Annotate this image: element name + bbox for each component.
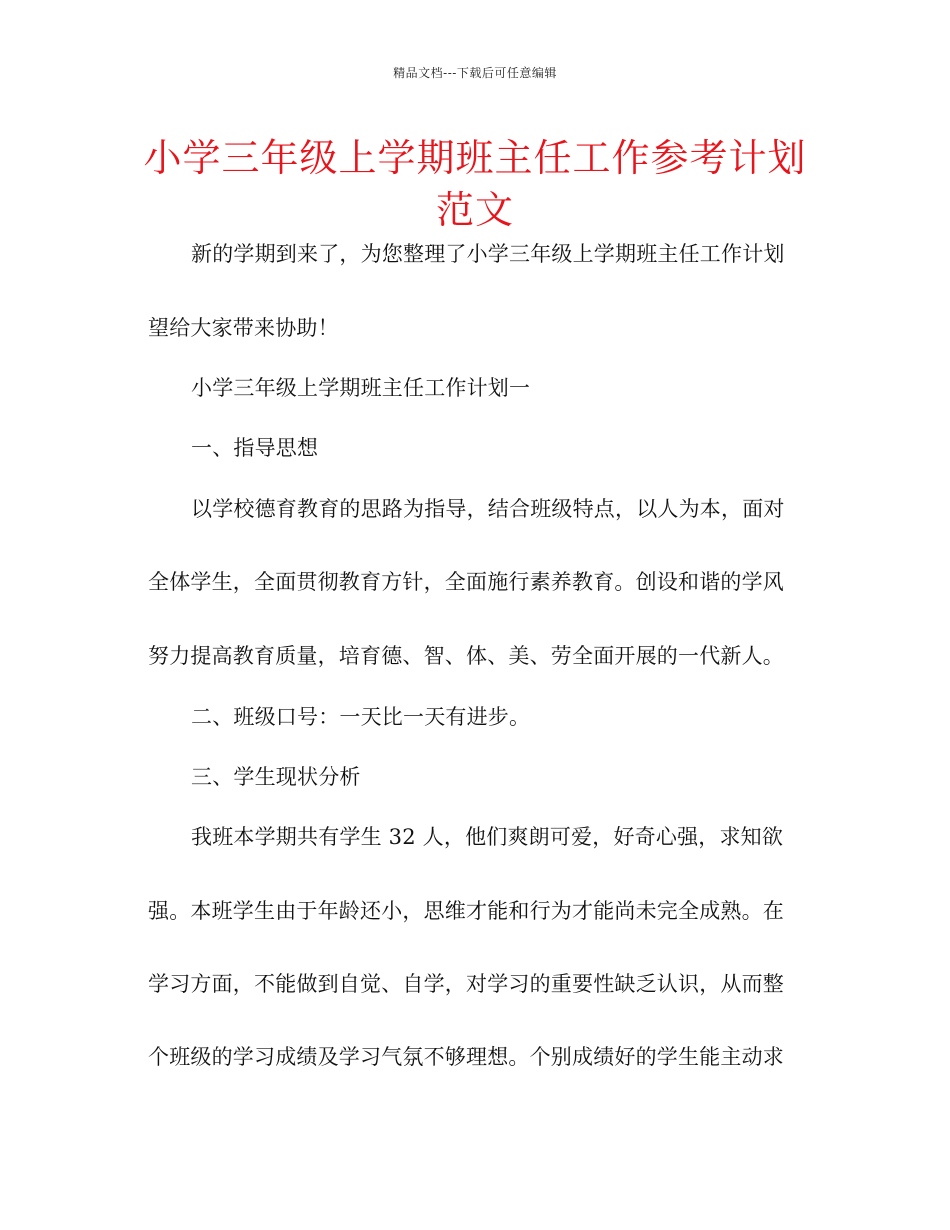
plan-one-heading: 小学三年级上学期班主任工作计划一 bbox=[191, 376, 531, 400]
section-guiding-thought: 一、指导思想 bbox=[191, 436, 319, 460]
section-student-analysis: 三、学生现状分析 bbox=[191, 765, 361, 789]
analysis-text-line-3: 学习方面，不能做到自觉、自学，对学习的重要性缺乏认识，从而整 bbox=[148, 972, 784, 996]
analysis-text-line-2: 强。本班学生由于年龄还小，思维才能和行为才能尚未完全成熟。在 bbox=[148, 899, 784, 923]
header-note: 精品文档---下载后可任意编辑 bbox=[393, 66, 557, 80]
section-class-slogan: 二、班级口号：一天比一天有进步。 bbox=[191, 705, 531, 729]
intro-line-2: 望给大家带来协助！ bbox=[148, 316, 339, 340]
analysis-text-line-4: 个班级的学习成绩及学习气氛不够理想。个别成绩好的学生能主动求 bbox=[148, 1045, 784, 1069]
analysis-text-line-1: 我班本学期共有学生 32 人，他们爽朗可爱，好奇心强，求知欲 bbox=[191, 825, 784, 849]
intro-line-1: 新的学期到来了，为您整理了小学三年级上学期班主任工作计划 bbox=[191, 242, 785, 266]
document-title: 小学三年级上学期班主任工作参考计划范文 bbox=[143, 136, 807, 232]
guiding-text-line-1: 以学校德育教育的思路为指导，结合班级特点，以人为本，面对 bbox=[191, 497, 785, 521]
guiding-text-line-2: 全体学生，全面贯彻教育方针，全面施行素养教育。创设和谐的学风 bbox=[148, 570, 784, 594]
guiding-text-line-3: 努力提高教育质量，培育德、智、体、美、劳全面开展的一代新人。 bbox=[148, 644, 784, 668]
